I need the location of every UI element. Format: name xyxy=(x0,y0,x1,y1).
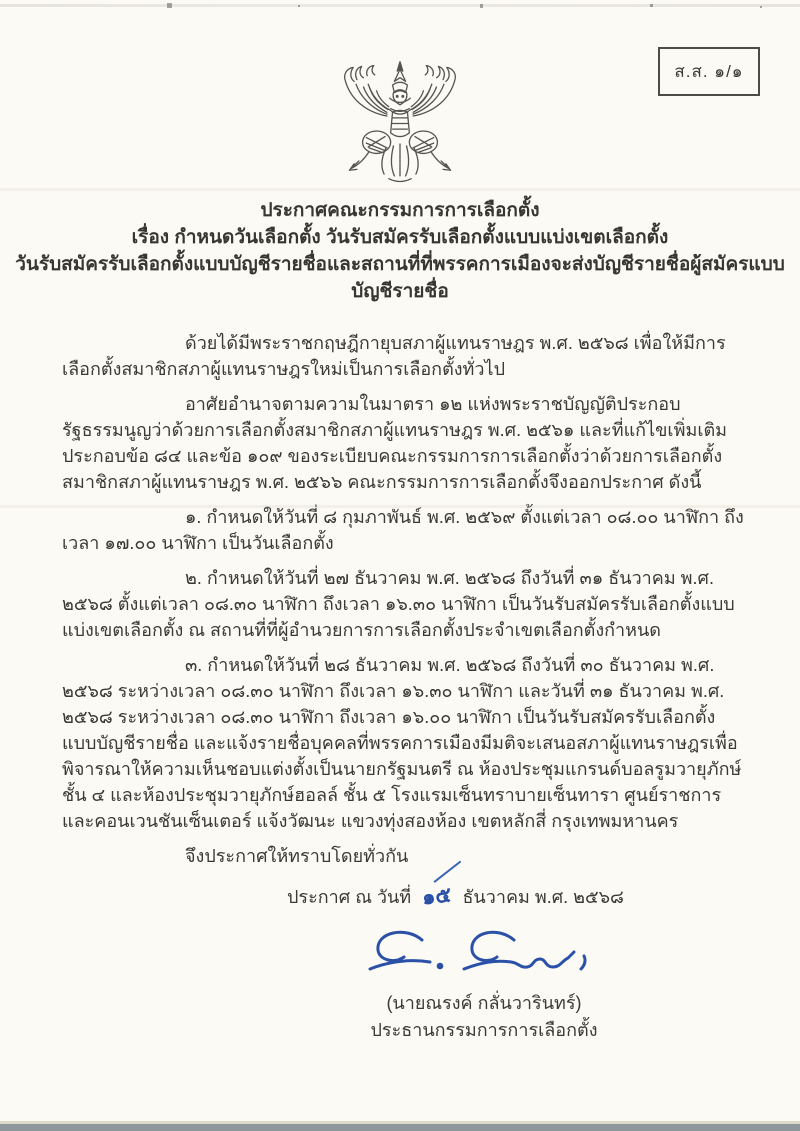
title-line-3: วันรับสมัครรับเลือกตั้งแบบบัญชีรายชื่อและสถานที่ที่พรรคการเมืองจะส่งบัญชีรายชื่อผู้สมัครแบบบัญชีรายชื่อ xyxy=(15,254,785,302)
issued-date-prefix: ประกาศ ณ วันที่ xyxy=(287,887,412,907)
handwritten-day: ๑๕ xyxy=(421,883,453,910)
paragraph-item-3: ๓. กำหนดให้วันที่ ๒๘ ธันวาคม พ.ศ. ๒๕๖๘ ถึงวันที่ ๓๐ ธันวาคม พ.ศ. ๒๕๖๘ ระหว่างเวลา ๐๘.๓๐ นาฬิกา ถึงเวลา ๑๖.๓๐ นาฬิกา และวันที่ ๓๑ ธันวาคม พ.ศ. ๒๕๖๘ ระหว่างเวลา ๐๘.๓๐ นาฬิกา ถึงเวลา ๑๖.๐๐ นาฬิกา เป็นวันรับสมัครรับเลือกตั้งแบบบัญชีรายชื่อ และแจ้งรายชื่อบุคคลที่พรรคการเมืองมีมติจะเสนอสภาผู้แทนราษฎรเพื่อพิจารณาให้ความเห็นชอบแต่งตั้งเป็นนายกรัฐมนตรี ณ ห้องประชุมแกรนด์บอลรูมวายุภักษ์ ชั้น ๔ และห้องประชุมวายุภักษ์ฮอลล์ ชั้น ๕ โรงแรมเซ็นทราบายเซ็นทารา ศูนย์ราชการและคอนเวนชันเซ็นเตอร์ แจ้งวัฒนะ แขวงทุ่งสองห้อง เขตหลักสี่ กรุงเทพมหานคร xyxy=(62,655,742,831)
scan-speck xyxy=(480,4,483,8)
paragraph-closing: จึงประกาศให้ทราบโดยทั่วกัน xyxy=(185,846,409,866)
scan-speck xyxy=(760,6,762,8)
paragraph-item-1: ๑. กำหนดให้วันที่ ๘ กุมภาพันธ์ พ.ศ. ๒๕๖๙ ตั้งแต่เวลา ๐๘.๐๐ นาฬิกา ถึงเวลา ๑๗.๐๐ นาฬิกา เป็นวันเลือกตั้ง xyxy=(62,507,744,553)
scan-speck xyxy=(650,4,653,7)
scan-artifact-top xyxy=(0,4,800,7)
signer-name: (นายณรงค์ กลั่นวารินทร์) xyxy=(386,993,582,1013)
scan-streak xyxy=(0,188,800,191)
form-code-box xyxy=(658,47,760,96)
title-line-2: เรื่อง กำหนดวันเลือกตั้ง วันรับสมัครรับเลือกตั้งแบบแบ่งเขตเลือกตั้ง xyxy=(131,227,669,248)
scan-speck xyxy=(298,5,300,7)
signer-title: ประธานกรรมการการเลือกตั้ง xyxy=(370,1020,598,1040)
scan-streak xyxy=(0,505,800,508)
paragraph-preamble: ด้วยได้มีพระราชกฤษฎีกายุบสภาผู้แทนราษฎร พ.ศ. ๒๕๖๘ เพื่อให้มีการเลือกตั้งสมาชิกสภาผู้แทนราษฎรใหม่เป็นการเลือกตั้งทั่วไป xyxy=(62,333,726,379)
scan-speck xyxy=(167,3,172,8)
garuda-emblem-drawing xyxy=(325,58,475,189)
signature-block xyxy=(354,924,614,1044)
paragraph-item-2: ๒. กำหนดให้วันที่ ๒๗ ธันวาคม พ.ศ. ๒๕๖๘ ถึงวันที่ ๓๑ ธันวาคม พ.ศ. ๒๕๖๘ ตั้งแต่เวลา ๐๘.๓๐ นาฬิกา ถึงเวลา ๑๖.๓๐ นาฬิกา เป็นวันรับสมัครรับเลือกตั้งแบบแบ่งเขตเลือกตั้ง ณ สถานที่ที่ผู้อำนวยการการเลือกตั้งประจำเขตเลือกตั้งกำหนด xyxy=(62,568,735,640)
issued-date-suffix: ธันวาคม พ.ศ. ๒๕๖๘ xyxy=(462,887,624,907)
paragraph-authority: อาศัยอำนาจตามความในมาตรา ๑๒ แห่งพระราชบัญญัติประกอบรัฐธรรมนูญว่าด้วยการเลือกตั้งสมาชิกสภาผู้แทนราษฎร พ.ศ. ๒๕๖๑ และที่แก้ไขเพิ่มเติม ประกอบข้อ ๘๔ และข้อ ๑๐๙ ของระเบียบคณะกรรมการการเลือกตั้งว่าด้วยการเลือกตั้งสมาชิกสภาผู้แทนราษฎร พ.ศ. ๒๕๖๖ คณะกรรมการการเลือกตั้งจึงออกประกาศ ดังนี้ xyxy=(62,394,728,492)
document-title xyxy=(0,197,800,305)
form-code-label: ส.ส. ๑/๑ xyxy=(674,62,744,81)
garuda-emblem xyxy=(325,58,475,194)
issued-date-line xyxy=(287,884,744,910)
document-body xyxy=(0,330,800,1044)
signature-ink xyxy=(364,924,604,986)
scan-artifact-bottom xyxy=(0,1124,800,1131)
title-line-1: ประกาศคณะกรรมการการเลือกตั้ง xyxy=(260,200,540,221)
